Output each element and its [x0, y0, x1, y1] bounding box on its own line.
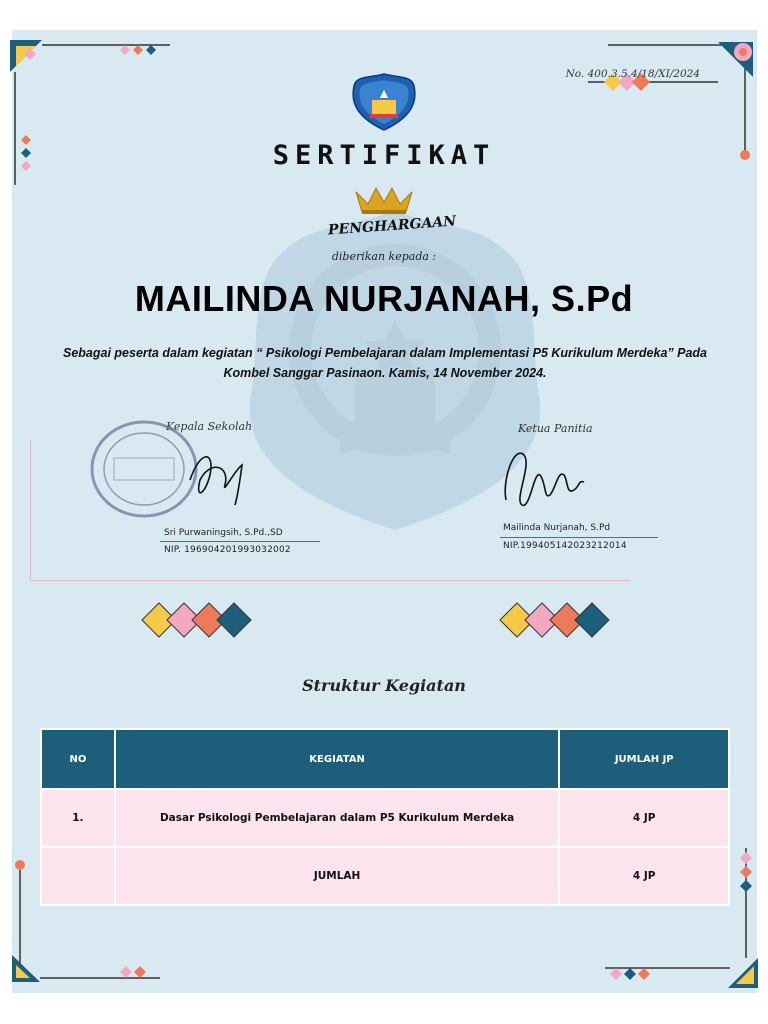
structure-title: Struktur Kegiatan: [302, 676, 466, 695]
given-to-label: diberikan kepada :: [331, 250, 437, 263]
total-label: JUMLAH: [115, 847, 560, 905]
table-header-row: [41, 729, 729, 789]
row-kegiatan: Dasar Psikologi Pembelajaran dalam P5 Kurikulum Merdeka: [115, 789, 560, 847]
right-signature-role: Ketua Panitia: [518, 422, 593, 435]
certificate-description: Sebagai peserta dalam kegiatan “ Psikologi Pembelajaran dalam Implementasi P5 Kurikulum Merdeka” Pada Kombel Sanggar Pasinaon. Kamis, 14 November 2024.: [63, 346, 707, 380]
left-signature-role: Kepala Sekolah: [166, 420, 253, 433]
right-signature-line: [500, 537, 658, 538]
right-signature-nip: NIP.199405142023212014: [503, 541, 627, 551]
header-jumlah-jp: JUMLAH JP: [559, 729, 729, 789]
activity-table: [40, 728, 730, 906]
diamond-cluster-left: [140, 600, 254, 640]
total-no: [41, 847, 115, 905]
row-no: 1.: [41, 789, 115, 847]
total-jp: 4 JP: [559, 847, 729, 905]
diamond-cluster-right: [498, 600, 612, 640]
recipient-name: MAILINDA NURJANAH, S.Pd: [134, 278, 634, 319]
crown-icon: [352, 184, 416, 216]
right-signature: [494, 440, 594, 520]
header-no: NO: [41, 729, 115, 789]
table-total-row: [41, 847, 729, 905]
certificate-title: SERTIFIKAT: [272, 140, 496, 171]
left-vertical-rule: [30, 440, 31, 580]
left-signature: [180, 440, 260, 510]
right-signature-name: Mailinda Nurjanah, S.Pd: [503, 523, 611, 533]
header-kegiatan: KEGIATAN: [115, 729, 560, 789]
row-jp: 4 JP: [559, 789, 729, 847]
horizontal-rule: [30, 580, 630, 581]
left-signature-line: [160, 541, 320, 542]
reference-number: No. 400.3.5.4/18/XI/2024: [565, 68, 700, 80]
certificate-subtitle: PENGHARGAAN: [327, 213, 457, 239]
left-signature-nip: NIP. 196904201993032002: [164, 545, 291, 555]
left-signature-name: Sri Purwaningsih, S.Pd.,SD: [164, 528, 283, 538]
table-row: [41, 789, 729, 847]
school-logo-icon: [350, 72, 418, 134]
